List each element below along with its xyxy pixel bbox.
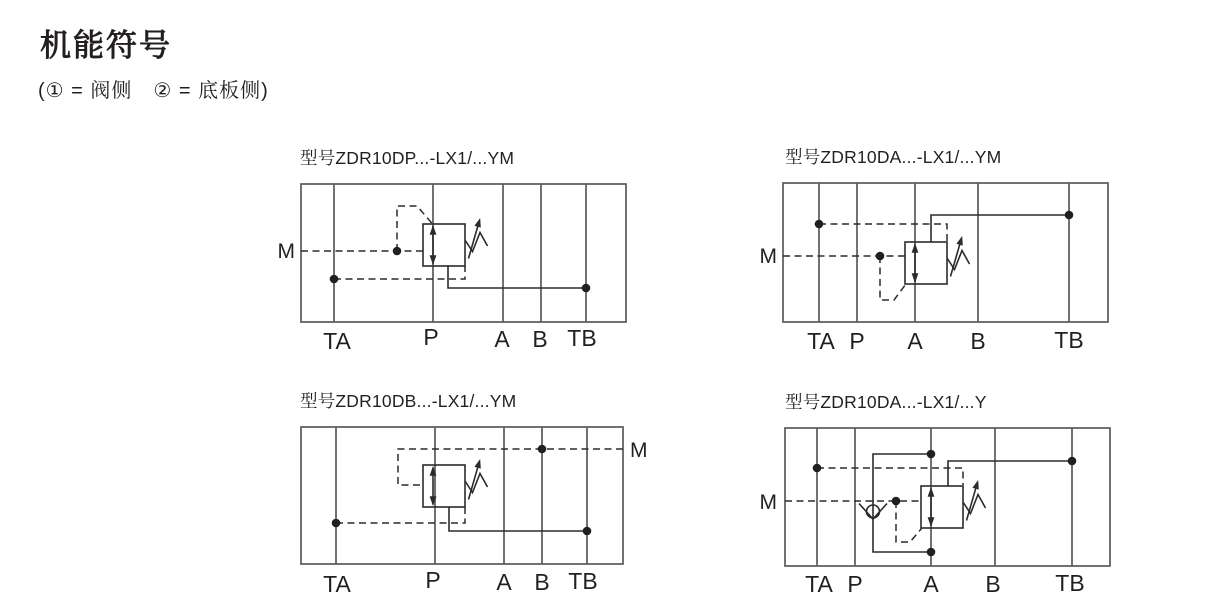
diagram-title: 型号ZDR10DA...-LX1/...Y xyxy=(785,392,987,412)
port-label-p: P xyxy=(849,328,865,354)
pilot-line-to-valve-bottom xyxy=(880,256,906,300)
diagram-zdr10da-lx1-ym xyxy=(748,138,1123,363)
junction-dots xyxy=(330,247,591,293)
m-port-label: M xyxy=(759,245,777,268)
diagram-zdr10db-lx1-ym xyxy=(265,381,660,603)
pilot-line-from-ta xyxy=(334,266,465,279)
port-label-tb: TB xyxy=(568,568,598,594)
port-label-b: B xyxy=(970,328,986,354)
m-pilot-line xyxy=(398,449,623,485)
pilot-line-to-valve-top xyxy=(397,206,433,251)
port-label-p: P xyxy=(423,324,439,350)
subplate-outline xyxy=(301,184,626,322)
port-label-b: B xyxy=(534,569,550,595)
subplate-outline xyxy=(783,183,1108,322)
port-labels xyxy=(805,570,1085,597)
m-port-label: M xyxy=(759,491,777,514)
subplate-outline xyxy=(301,427,623,564)
subplate-outline xyxy=(785,428,1110,566)
junction-dots xyxy=(332,445,592,536)
pilot-line-from-ta xyxy=(336,507,465,523)
drain-line xyxy=(931,215,1069,242)
port-grid xyxy=(301,427,623,564)
port-label-ta: TA xyxy=(323,571,351,597)
port-labels xyxy=(323,324,597,354)
junction-dots xyxy=(815,211,1074,261)
junction-dots xyxy=(813,450,1077,557)
page-subtitle: (① = 阀侧 ② = 底板侧) xyxy=(38,80,269,102)
pilot-line-from-ta xyxy=(817,468,963,485)
drain-line xyxy=(948,461,1072,486)
pilot-lines xyxy=(783,224,947,300)
port-grid xyxy=(785,428,1110,566)
port-label-tb: TB xyxy=(1055,570,1085,596)
diagram-title: 型号ZDR10DA...-LX1/...YM xyxy=(785,147,1002,167)
diagram-zdr10da-lx1-y xyxy=(748,381,1123,603)
port-label-tb: TB xyxy=(567,325,597,351)
drain-line xyxy=(449,507,587,531)
diagram-title: 型号ZDR10DB...-LX1/...YM xyxy=(300,391,517,411)
port-label-tb: TB xyxy=(1054,327,1084,353)
port-label-a: A xyxy=(496,569,512,595)
port-labels xyxy=(323,567,598,597)
port-label-a: A xyxy=(907,328,923,354)
port-label-ta: TA xyxy=(323,328,351,354)
pressure-reducing-valve xyxy=(423,459,488,507)
port-label-p: P xyxy=(847,571,863,597)
port-label-ta: TA xyxy=(807,328,835,354)
pilot-line-from-ta xyxy=(819,224,947,241)
port-label-a: A xyxy=(923,571,939,597)
diagram-title: 型号ZDR10DP...-LX1/...YM xyxy=(300,148,515,168)
pilot-line-to-valve-bottom xyxy=(896,501,922,542)
port-labels xyxy=(807,327,1084,354)
m-port-label: M xyxy=(630,439,648,462)
port-grid xyxy=(301,184,626,322)
port-label-b: B xyxy=(985,571,1001,597)
port-label-b: B xyxy=(532,326,548,352)
page-title: 机能符号 xyxy=(40,28,172,63)
drain-line xyxy=(448,266,586,288)
port-grid xyxy=(783,183,1108,322)
port-label-a: A xyxy=(494,326,510,352)
diagram-zdr10dp-lx1-ym xyxy=(265,138,655,363)
port-label-p: P xyxy=(425,567,441,593)
port-label-ta: TA xyxy=(805,571,833,597)
pilot-lines xyxy=(301,206,465,279)
m-port-label: M xyxy=(277,240,295,263)
